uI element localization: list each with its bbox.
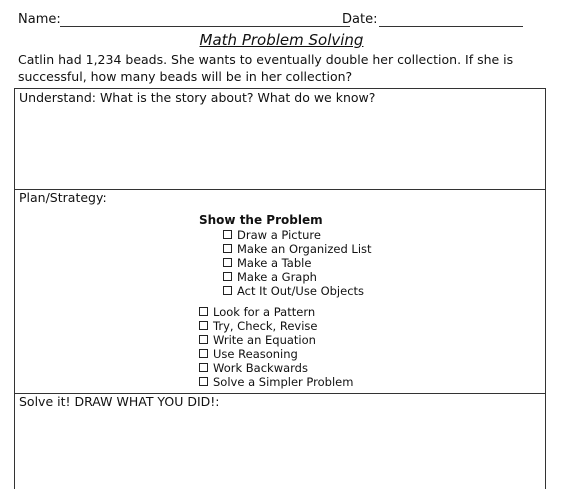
show-problem-list [223,228,459,298]
worksheet-title: Math Problem Solving [199,31,364,49]
strategy-make-table[interactable]: Make a Table [223,256,459,270]
name-field-line[interactable] [60,26,350,27]
solve-label: Solve it! DRAW WHAT YOU DID!: [19,394,220,409]
strategy-act-it-out[interactable]: Act It Out/Use Objects [223,284,459,298]
checkbox[interactable] [199,363,208,372]
show-problem-title: Show the Problem [199,213,323,227]
strategy-use-reasoning[interactable]: Use Reasoning [199,347,459,361]
strategy-make-graph[interactable]: Make a Graph [223,270,459,284]
checkbox[interactable] [223,286,232,295]
checkbox[interactable] [199,321,208,330]
checkbox[interactable] [199,307,208,316]
checkbox[interactable] [199,377,208,386]
problem-statement: Catlin had 1,234 beads. She wants to eventually double her collection. If she is successful, how many beads will be in her collection? [18,52,514,84]
strategy-organized-list[interactable]: Make an Organized List [223,242,459,256]
date-label: Date: [342,12,378,27]
name-label: Name: [18,12,61,27]
strategy-simpler-problem[interactable]: Solve a Simpler Problem [199,375,459,389]
strategy-work-backwards[interactable]: Work Backwards [199,361,459,375]
strategy-list [199,213,459,389]
understand-label: Understand: What is the story about? What do we know? [19,90,376,105]
strategy-try-check-revise[interactable]: Try, Check, Revise [199,319,459,333]
strategy-look-for-pattern[interactable]: Look for a Pattern [199,305,459,319]
checkbox[interactable] [223,272,232,281]
checkbox[interactable] [223,258,232,267]
checkbox[interactable] [199,349,208,358]
date-field-line[interactable] [379,26,523,27]
strategy-write-equation[interactable]: Write an Equation [199,333,459,347]
strategy-draw-picture[interactable]: Draw a Picture [223,228,459,242]
checkbox[interactable] [223,244,232,253]
plan-strategy-label: Plan/Strategy: [19,190,107,205]
worksheet-header [18,11,538,29]
checkbox[interactable] [223,230,232,239]
checkbox[interactable] [199,335,208,344]
